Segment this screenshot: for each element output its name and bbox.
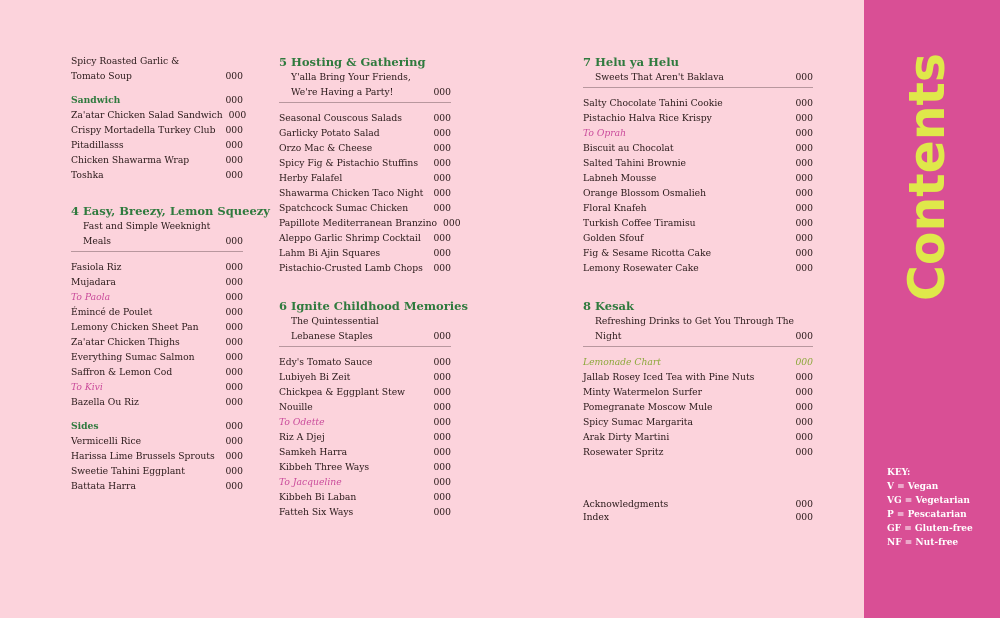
chapter-7-title[interactable]: 7 Helu ya Helu bbox=[583, 55, 679, 69]
toc-entry[interactable]: Kibbeh Bi Laban 000 bbox=[279, 492, 451, 503]
key-item-vegetarian: VG = Vegetarian bbox=[887, 496, 970, 506]
toc-entry[interactable]: Nouille 000 bbox=[279, 402, 451, 413]
toc-entry[interactable]: Lemony Chicken Sheet Pan 000 bbox=[71, 322, 243, 333]
key-item-pescatarian: P = Pescatarian bbox=[887, 510, 967, 520]
toc-dedication[interactable]: To Kivi 000 bbox=[71, 382, 243, 393]
toc-entry[interactable]: Shawarma Chicken Taco Night 000 bbox=[279, 188, 451, 199]
toc-entry[interactable]: Salty Chocolate Tahini Cookie 000 bbox=[583, 98, 813, 109]
key-item-vegan: V = Vegan bbox=[887, 482, 939, 492]
toc-entry[interactable]: Rosewater Spritz 000 bbox=[583, 447, 813, 458]
toc-entry-acknowledgments[interactable]: Acknowledgments 000 bbox=[583, 499, 813, 510]
toc-dedication[interactable]: To Jacqueline 000 bbox=[279, 477, 451, 488]
chapter-5-title[interactable]: 5 Hosting & Gathering bbox=[279, 55, 426, 69]
toc-entry[interactable]: Fasiola Riz 000 bbox=[71, 262, 243, 273]
toc-dedication[interactable]: To Oprah 000 bbox=[583, 128, 813, 139]
toc-entry[interactable]: Spatchcock Sumac Chicken 000 bbox=[279, 203, 451, 214]
contents-title bbox=[898, 47, 956, 302]
toc-entry[interactable]: Chicken Shawarma Wrap 000 bbox=[71, 155, 243, 166]
toc-entry[interactable]: Samkeh Harra 000 bbox=[279, 447, 451, 458]
toc-entry[interactable]: Émincé de Poulet 000 bbox=[71, 307, 243, 318]
toc-entry[interactable]: Mujadara 000 bbox=[71, 277, 243, 288]
toc-entry[interactable]: Harissa Lime Brussels Sprouts 000 bbox=[71, 451, 243, 462]
toc-entry[interactable]: Crispy Mortadella Turkey Club 000 bbox=[71, 125, 243, 136]
toc-entry[interactable]: Sweetie Tahini Eggplant 000 bbox=[71, 466, 243, 477]
toc-entry[interactable]: Seasonal Couscous Salads 000 bbox=[279, 113, 451, 124]
toc-entry-index[interactable]: Index 000 bbox=[583, 512, 813, 523]
toc-entry[interactable]: Minty Watermelon Surfer 000 bbox=[583, 387, 813, 398]
chapter-4-title[interactable]: 4 Easy, Breezy, Lemon Squeezy bbox=[71, 204, 270, 218]
toc-entry[interactable]: Battata Harra 000 bbox=[71, 481, 243, 492]
contents-column-1 bbox=[71, 54, 270, 494]
toc-entry[interactable]: Golden Sfouf 000 bbox=[583, 233, 813, 244]
toc-entry[interactable]: Lubiyeh Bi Zeit 000 bbox=[279, 372, 451, 383]
toc-entry[interactable]: Biscuit au Chocolat 000 bbox=[583, 143, 813, 154]
key-item-gluten-free: GF = Gluten-free bbox=[887, 524, 973, 534]
toc-entry[interactable]: Vermicelli Rice 000 bbox=[71, 436, 243, 447]
toc-entry[interactable]: Lahm Bi Ajin Squares 000 bbox=[279, 248, 451, 259]
toc-entry[interactable]: Turkish Coffee Tiramisu 000 bbox=[583, 218, 813, 229]
chapter-4-description: Fast and Simple Weeknight Meals 000 bbox=[71, 219, 243, 252]
chapter-8-description: Refreshing Drinks to Get You Through The Night 000 bbox=[583, 314, 813, 347]
toc-entry[interactable]: Spicy Sumac Margarita 000 bbox=[583, 417, 813, 428]
toc-entry[interactable]: Jallab Rosey Iced Tea with Pine Nuts 000 bbox=[583, 372, 813, 383]
svg-text:Contents: Contents bbox=[898, 47, 956, 301]
contents-column-3 bbox=[583, 54, 813, 524]
toc-entry[interactable]: Everything Sumac Salmon 000 bbox=[71, 352, 243, 363]
contents-column-2 bbox=[279, 54, 468, 520]
toc-entry[interactable]: Labneh Mousse 000 bbox=[583, 173, 813, 184]
toc-entry[interactable]: Spicy Fig & Pistachio Stuffins 000 bbox=[279, 158, 451, 169]
toc-entry[interactable]: Pomegranate Moscow Mule 000 bbox=[583, 402, 813, 413]
chapter-6-description: The Quintessential Lebanese Staples 000 bbox=[279, 314, 451, 347]
toc-entry[interactable]: Floral Knafeh 000 bbox=[583, 203, 813, 214]
key-item-nut-free: NF = Nut-free bbox=[887, 538, 959, 548]
toc-entry-lemonade-chart[interactable]: Lemonade Chart 000 bbox=[583, 357, 813, 368]
toc-entry[interactable]: Tomato Soup 000 bbox=[71, 71, 243, 82]
toc-entry[interactable]: Spicy Roasted Garlic & bbox=[71, 56, 180, 67]
toc-entry[interactable]: Toshka 000 bbox=[71, 170, 243, 181]
chapter-8-title[interactable]: 8 Kesak bbox=[583, 299, 634, 313]
toc-entry[interactable]: Fig & Sesame Ricotta Cake 000 bbox=[583, 248, 813, 259]
toc-entry[interactable]: Aleppo Garlic Shrimp Cocktail 000 bbox=[279, 233, 451, 244]
toc-entry[interactable]: Arak Dirty Martini 000 bbox=[583, 432, 813, 443]
toc-entry[interactable]: Za'atar Chicken Thighs 000 bbox=[71, 337, 243, 348]
toc-entry[interactable]: Bazella Ou Riz 000 bbox=[71, 397, 243, 408]
toc-dedication[interactable]: To Odette 000 bbox=[279, 417, 451, 428]
chapter-6-title[interactable]: 6 Ignite Childhood Memories bbox=[279, 299, 468, 313]
toc-entry[interactable]: Orzo Mac & Cheese 000 bbox=[279, 143, 451, 154]
toc-entry[interactable]: Pistachio-Crusted Lamb Chops 000 bbox=[279, 263, 451, 274]
toc-entry[interactable]: Fatteh Six Ways 000 bbox=[279, 507, 451, 518]
toc-entry[interactable]: Riz A Djej 000 bbox=[279, 432, 451, 443]
toc-entry[interactable]: Lemony Rosewater Cake 000 bbox=[583, 263, 813, 274]
toc-entry[interactable]: Salted Tahini Brownie 000 bbox=[583, 158, 813, 169]
chapter-5-description: Y'alla Bring Your Friends, We're Having a Party! 000 bbox=[279, 70, 451, 103]
toc-entry[interactable]: Edy's Tomato Sauce 000 bbox=[279, 357, 451, 368]
key-legend bbox=[887, 466, 973, 550]
toc-entry[interactable]: Pitadillasss 000 bbox=[71, 140, 243, 151]
toc-entry[interactable]: Herby Falafel 000 bbox=[279, 173, 451, 184]
toc-entry[interactable]: Garlicky Potato Salad 000 bbox=[279, 128, 451, 139]
toc-subsection[interactable]: Sandwich 000 bbox=[71, 95, 243, 106]
toc-subsection[interactable]: Sides 000 bbox=[71, 421, 243, 432]
toc-entry[interactable]: Pistachio Halva Rice Krispy 000 bbox=[583, 113, 813, 124]
toc-entry[interactable]: Papillote Mediterranean Branzino 000 bbox=[279, 218, 461, 229]
chapter-7-description: Sweets That Aren't Baklava 000 bbox=[583, 70, 813, 88]
toc-entry[interactable]: Za'atar Chicken Salad Sandwich 000 bbox=[71, 110, 247, 121]
toc-entry[interactable]: Chickpea & Eggplant Stew 000 bbox=[279, 387, 451, 398]
key-heading: KEY: bbox=[887, 468, 911, 478]
toc-dedication[interactable]: To Paola 000 bbox=[71, 292, 243, 303]
toc-entry[interactable]: Kibbeh Three Ways 000 bbox=[279, 462, 451, 473]
toc-entry[interactable]: Orange Blossom Osmalieh 000 bbox=[583, 188, 813, 199]
toc-entry[interactable]: Saffron & Lemon Cod 000 bbox=[71, 367, 243, 378]
